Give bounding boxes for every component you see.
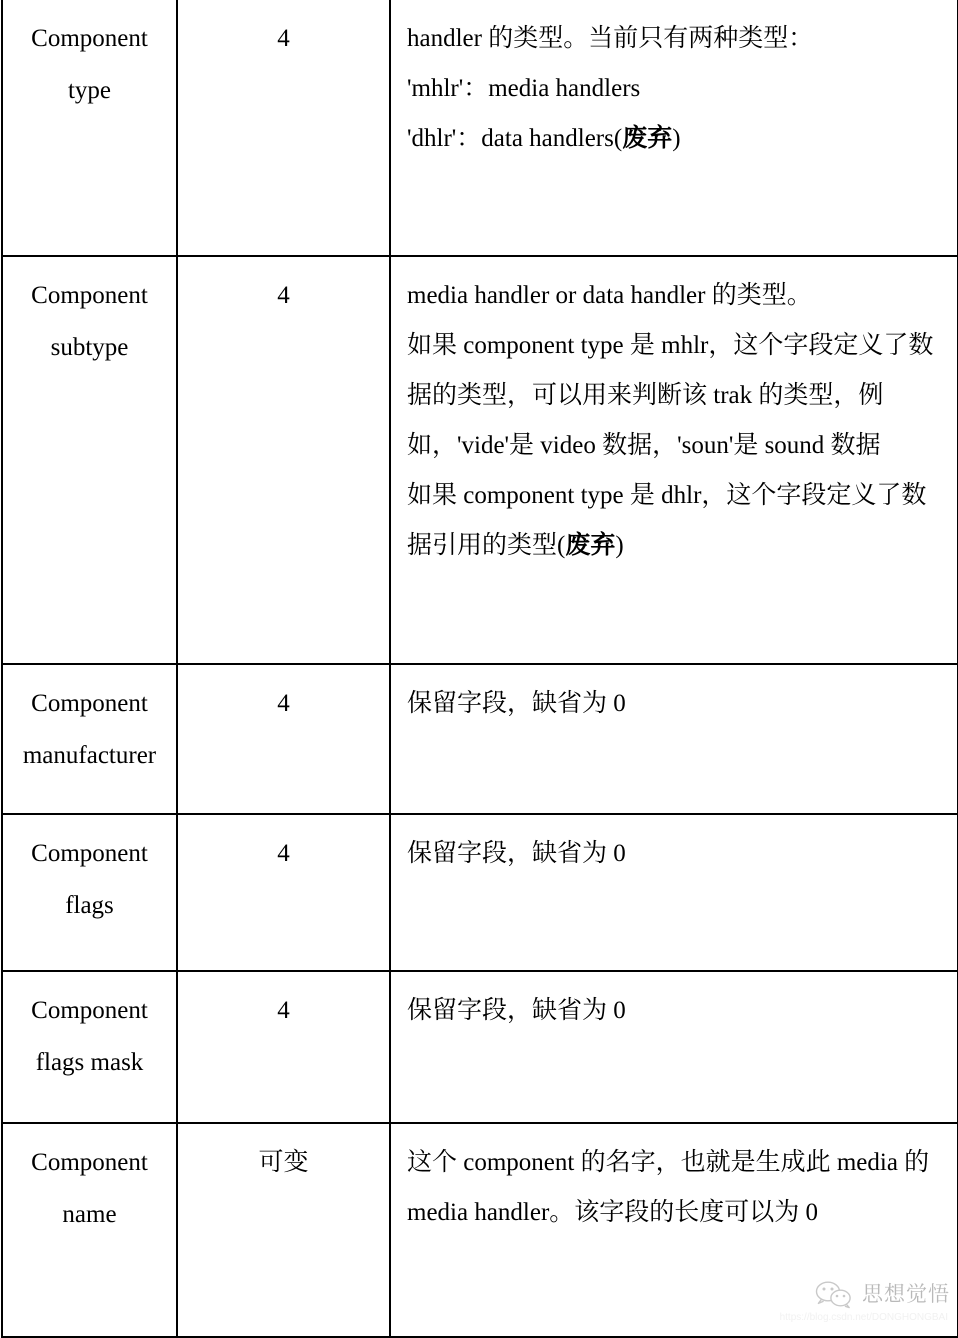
field-name-line: subtype xyxy=(50,334,129,361)
field-desc-text xyxy=(391,1124,957,1238)
field-size-text: 4 xyxy=(277,282,290,309)
cell-field-name xyxy=(2,664,177,814)
watermark-url: https://blog.csdn.net/DONGHONGBAI xyxy=(779,1312,948,1323)
field-name-line: Component xyxy=(31,1149,148,1176)
desc-text: ) xyxy=(672,125,681,152)
table-row xyxy=(2,814,958,971)
component-spec-table xyxy=(1,0,958,1338)
table-row xyxy=(2,1123,958,1337)
desc-text-bold: 废弃 xyxy=(622,125,673,152)
field-size-text: 4 xyxy=(277,840,290,867)
cell-field-name xyxy=(2,256,177,664)
field-size-text: 可变 xyxy=(258,1149,309,1176)
field-name-line: Component xyxy=(31,840,148,867)
desc-text: 如果 component type 是 dhlr，这个字段定义了数据引用的类型( xyxy=(407,482,927,559)
field-desc-text xyxy=(391,972,957,1036)
desc-text: 'dhlr'：data handlers( xyxy=(407,125,623,152)
field-name-line: Component xyxy=(31,282,148,309)
table-row xyxy=(2,971,958,1123)
desc-line: 这个 component 的名字，也就是生成此 media 的 media handler。该字段的长度可以为 0 xyxy=(407,1149,930,1226)
field-name-text xyxy=(3,257,176,374)
field-name-line: Component xyxy=(31,690,148,717)
cell-field-desc xyxy=(390,0,958,256)
field-desc-text xyxy=(391,815,957,879)
cell-field-size xyxy=(177,971,390,1123)
desc-line: 保留字段，缺省为 0 xyxy=(407,997,626,1024)
desc-text-bold: 废弃 xyxy=(565,532,616,559)
field-name-line: flags xyxy=(65,892,114,919)
desc-line xyxy=(407,471,947,571)
field-name-line: manufacturer xyxy=(22,742,157,769)
field-name-line: Component xyxy=(31,997,148,1024)
cell-field-name xyxy=(2,1123,177,1337)
cell-field-desc xyxy=(390,971,958,1123)
table-row xyxy=(2,0,958,256)
table-row xyxy=(2,664,958,814)
desc-text: ) xyxy=(615,532,624,559)
desc-line: 保留字段，缺省为 0 xyxy=(407,690,626,717)
field-name-text xyxy=(3,972,176,1089)
desc-line: 保留字段，缺省为 0 xyxy=(407,840,626,867)
field-size-text: 4 xyxy=(277,25,290,52)
desc-line: 如果 component type 是 mhlr，这个字段定义了数据的类型，可以用来判断该 trak 的类型，例如，'vide'是 video 数据，'soun'是 sound 数据 xyxy=(407,332,934,459)
cell-field-size xyxy=(177,1123,390,1337)
field-name-line: flags mask xyxy=(35,1049,144,1076)
field-name-line: name xyxy=(62,1201,117,1228)
desc-line xyxy=(407,114,947,164)
desc-line: 'mhlr'：media handlers xyxy=(407,75,641,102)
field-size-text: 4 xyxy=(277,690,290,717)
field-desc-text xyxy=(391,257,957,571)
field-desc-text xyxy=(391,0,957,164)
cell-field-name xyxy=(2,0,177,256)
cell-field-desc xyxy=(390,664,958,814)
field-name-line: Component xyxy=(31,25,148,52)
field-desc-text xyxy=(391,665,957,729)
cell-field-size xyxy=(177,664,390,814)
field-name-text xyxy=(3,665,176,782)
desc-line: handler 的类型。当前只有两种类型： xyxy=(407,25,814,52)
cell-field-size xyxy=(177,0,390,256)
watermark-text: 思想觉悟 xyxy=(862,1282,950,1306)
desc-line: media handler or data handler 的类型。 xyxy=(407,282,812,309)
cell-field-desc xyxy=(390,814,958,971)
field-name-text xyxy=(3,0,176,117)
field-name-text xyxy=(3,815,176,932)
field-size-text: 4 xyxy=(277,997,290,1024)
cell-field-name xyxy=(2,971,177,1123)
cell-field-size xyxy=(177,256,390,664)
table-row xyxy=(2,256,958,664)
field-name-text xyxy=(3,1124,176,1241)
cell-field-desc xyxy=(390,256,958,664)
cell-field-size xyxy=(177,814,390,971)
field-name-line: type xyxy=(67,77,112,104)
cell-field-name xyxy=(2,814,177,971)
cell-field-desc xyxy=(390,1123,958,1337)
